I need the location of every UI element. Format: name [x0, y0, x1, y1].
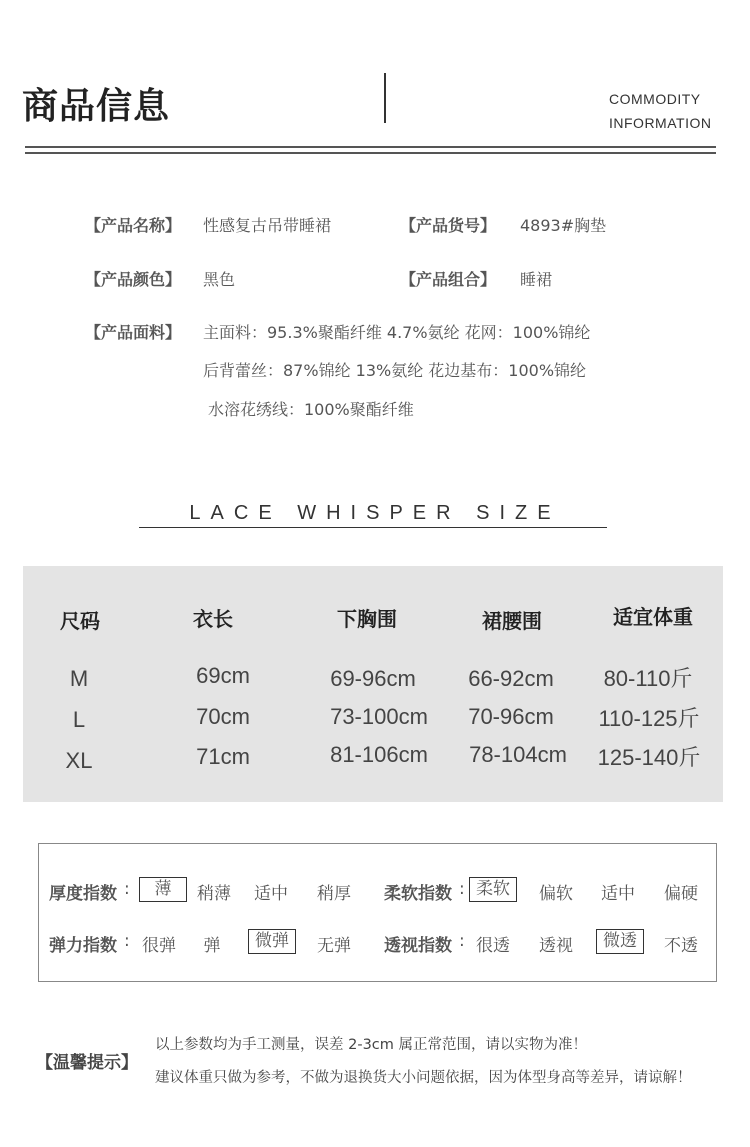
product-combo-label: 【产品组合】 [400, 270, 497, 289]
transparency-option-selected: 微透 [596, 929, 644, 954]
softness-index-label: 柔软指数 [384, 884, 452, 904]
tips-line1: 以上参数均为手工测量，误差 2-3cm 属正常范围，请以实物为准！ [155, 1037, 587, 1053]
size-cell: XL [65, 748, 93, 773]
size-cell: 110-125斤 [598, 706, 700, 731]
size-header-underbust: 下胸围 [337, 607, 397, 631]
size-cell: 73-100cm [330, 704, 428, 729]
elasticity-index-label: 弹力指数 [49, 936, 117, 956]
product-code-value: 4893#胸垫 [520, 216, 607, 235]
thickness-option: 适中 [254, 884, 288, 904]
elasticity-index-colon: : [124, 931, 130, 951]
product-fabric-line3: 水溶花绣线：100%聚酯纤维 [208, 400, 414, 419]
softness-option-selected: 柔软 [469, 877, 517, 902]
thickness-index-colon: : [124, 879, 130, 899]
softness-option: 偏软 [539, 884, 573, 904]
transparency-index-colon: : [459, 931, 465, 951]
size-section-title: LACE WHISPER SIZE [189, 502, 561, 524]
product-fabric-line1: 主面料：95.3%聚酯纤维 4.7%氨纶 花网：100%锦纶 [203, 323, 591, 342]
header-rule-top [25, 146, 716, 148]
header-divider [384, 73, 386, 123]
product-name-value: 性感复古吊带睡裙 [203, 216, 332, 235]
softness-index-colon: : [459, 879, 465, 899]
size-cell: 80-110斤 [603, 666, 693, 691]
product-color-value: 黑色 [203, 270, 236, 289]
product-fabric-label: 【产品面料】 [85, 323, 182, 342]
size-cell: 69cm [196, 663, 250, 688]
tips-label: 【温馨提示】 [36, 1053, 138, 1073]
size-header-weight: 适宜体重 [613, 605, 693, 629]
softness-option: 适中 [601, 884, 635, 904]
size-header-length: 衣长 [193, 607, 233, 631]
thickness-option: 稍薄 [197, 884, 231, 904]
transparency-option: 不透 [664, 936, 698, 956]
header-rule-bottom [25, 152, 716, 154]
size-header-size: 尺码 [60, 609, 100, 633]
tips-line2: 建议体重只做为参考，不做为退换货大小问题依据，因为体型身高等差异，请谅解！ [155, 1070, 692, 1086]
product-code-label: 【产品货号】 [400, 216, 497, 235]
thickness-option: 稍厚 [317, 884, 351, 904]
product-color-label: 【产品颜色】 [85, 270, 182, 289]
size-title-underline [139, 527, 607, 528]
transparency-index-label: 透视指数 [384, 936, 452, 956]
elasticity-option: 无弹 [317, 936, 351, 956]
size-header-waist: 裙腰围 [482, 609, 542, 633]
size-cell: 66-92cm [468, 666, 554, 691]
size-cell: 125-140斤 [597, 745, 701, 770]
thickness-option-selected: 薄 [139, 877, 187, 902]
size-cell: 69-96cm [330, 666, 416, 691]
size-cell: L [72, 707, 86, 732]
page-title: 商品信息 [22, 86, 171, 127]
size-cell: 70cm [196, 704, 250, 729]
softness-option: 偏硬 [664, 884, 698, 904]
transparency-option: 透视 [539, 936, 573, 956]
product-combo-value: 睡裙 [520, 270, 553, 289]
product-fabric-line2: 后背蕾丝：87%锦纶 13%氨纶 花边基布：100%锦纶 [203, 361, 587, 380]
transparency-option: 很透 [476, 936, 510, 956]
title-en-line2: INFORMATION [609, 115, 712, 131]
title-en-line1: COMMODITY [609, 91, 701, 107]
fabric-index-box [38, 843, 717, 982]
thickness-index-label: 厚度指数 [49, 884, 117, 904]
elasticity-option: 很弹 [142, 936, 176, 956]
size-cell: 78-104cm [469, 742, 567, 767]
elasticity-option: 弹 [203, 936, 221, 956]
size-cell: 81-106cm [330, 742, 428, 767]
size-cell: M [69, 666, 89, 691]
size-cell: 71cm [196, 744, 250, 769]
product-name-label: 【产品名称】 [85, 216, 182, 235]
elasticity-option-selected: 微弹 [248, 929, 296, 954]
size-cell: 70-96cm [468, 704, 554, 729]
